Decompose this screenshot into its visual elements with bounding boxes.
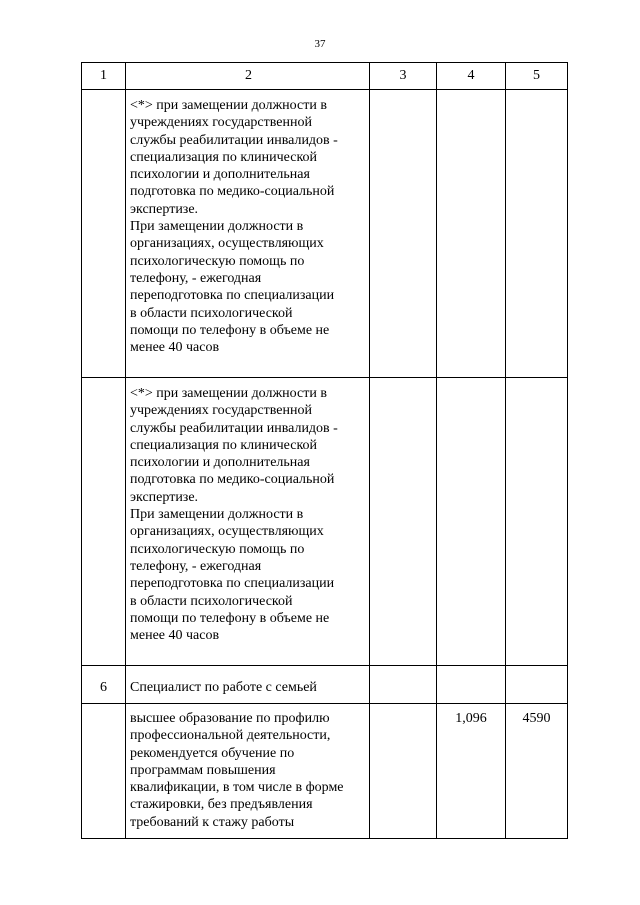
col-3-cell [370, 378, 437, 666]
position-title-cell [126, 666, 370, 704]
row-number-cell [82, 378, 126, 666]
requirements-text: высшее образование по профилю профессиональной деятельности, рекомендуется обучение по программам повышения квалификации, в том числе в форме стажировки, без предъявления требований к стажу работы [130, 711, 344, 830]
salary-cell [506, 704, 568, 839]
requirements-cell [126, 90, 370, 378]
row-number: 6 [100, 680, 107, 695]
row-number-cell [82, 666, 126, 704]
salary-cell [506, 378, 568, 666]
qualification-table [81, 62, 568, 839]
salary-value: 4590 [522, 711, 551, 726]
requirements-cell [126, 378, 370, 666]
coefficient-cell [437, 378, 506, 666]
requirements-text: <*> при замещении должности в учреждениях государственной службы реабилитации инвалидов - специализация по клинической психологии и дополнительная подготовка по медико-социальной экспертизе. При замещении должности в организациях, осуществляющих психологическую помощь по телефону, - ежегодная переподготовка по специализации в области психологической помощи по телефону в объеме не менее 40 часов [130, 98, 338, 356]
coefficient-value: 1,096 [455, 711, 487, 726]
requirements-cell [126, 704, 370, 839]
header-col-4: 4 [437, 63, 506, 90]
table-row [82, 704, 568, 839]
salary-cell [506, 90, 568, 378]
col-3-cell [370, 90, 437, 378]
header-col-5: 5 [506, 63, 568, 90]
position-title: Специалист по работе с семьей [130, 680, 317, 695]
coefficient-cell [437, 704, 506, 839]
row-number-cell [82, 90, 126, 378]
table-row [82, 666, 568, 704]
header-col-3: 3 [370, 63, 437, 90]
col-3-cell [370, 666, 437, 704]
page-number: 37 [314, 38, 326, 50]
coefficient-cell [437, 90, 506, 378]
header-col-1: 1 [82, 63, 126, 90]
table-row [82, 378, 568, 666]
header-col-2: 2 [126, 63, 370, 90]
table-header-row [82, 63, 568, 90]
row-number-cell [82, 704, 126, 839]
requirements-text: <*> при замещении должности в учреждениях государственной службы реабилитации инвалидов - специализация по клинической психологии и дополнительная подготовка по медико-социальной экспертизе. При замещении должности в организациях, осуществляющих психологическую помощь по телефону, - ежегодная переподготовка по специализации в области психологической помощи по телефону в объеме не менее 40 часов [130, 386, 338, 644]
salary-cell [506, 666, 568, 704]
table-row [82, 90, 568, 378]
coefficient-cell [437, 666, 506, 704]
col-3-cell [370, 704, 437, 839]
